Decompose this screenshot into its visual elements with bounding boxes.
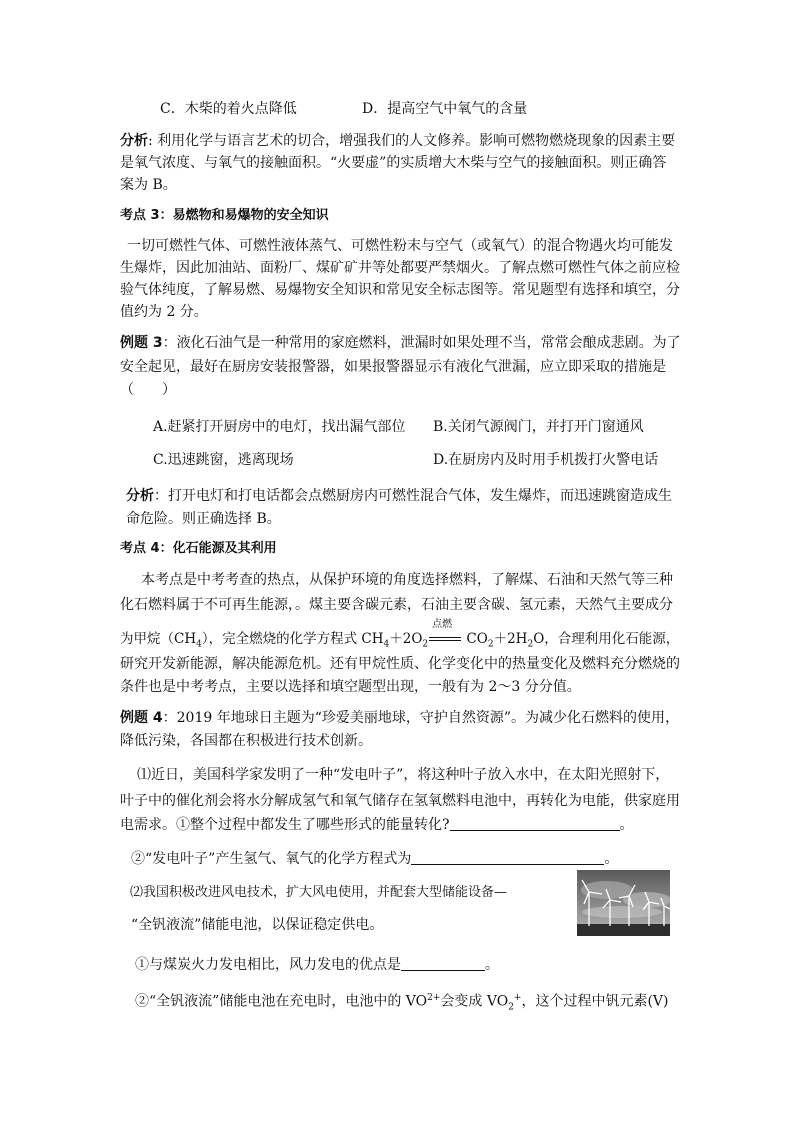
part-1-line-1: ⑴近日，美国科学家发明了一种“发电叶子”，将这种叶子放入水中，在太阳光照射下， [137, 767, 670, 783]
kaodian-4-line-2: 化石燃料属于不可再生能源，。煤主要含碳元素，石油主要含碳、氢元素，天然气主要成分 [120, 597, 673, 613]
part-2-question-1: ①与煤炭火力发电相比，风力发电的优点是 。 [135, 957, 499, 973]
kaodian-4-title: 考点 4：化石能源及其利用 [120, 541, 277, 556]
example-3-line-3: （ ） [120, 382, 176, 398]
part-1-line-3: 电需求。①整个过程中都发生了哪些形式的能量转化? 。 [120, 817, 634, 833]
example-3-option-c: C.迅速跳窗，逃离现场 [153, 452, 294, 468]
kaodian-3-line-2: 生爆炸，因此加油站、面粉厂、煤矿矿井等处都要严禁烟火。了解点燃可燃性气体之前应检 [120, 260, 680, 276]
part-1-line-2: 叶子中的催化剂会将水分解成氢气和氧气储存在氢氧燃料电池中，再转化为电能，供家庭用 [120, 793, 680, 809]
kaodian-4-line-4: 研究开发新能源，解决能源危机。还有甲烷性质、化学变化中的热量变化及燃料充分燃烧的 [120, 656, 680, 672]
example-3-option-b: B.关闭气源阀门，并打开门窗通风 [433, 419, 644, 435]
kaodian-3-line-1: 一切可燃性气体、可燃性液体蒸气、可燃性粉末与空气（或氧气）的混合物遇火均可能发 [127, 238, 673, 254]
answer-blank-energy[interactable] [450, 816, 620, 831]
example-4-line-2: 降低污染，各国都在积极进行技术创新。 [120, 733, 372, 749]
kaodian-4-line-1: 本考点是中考考查的热点，从保护环境的角度选择燃料，了解煤、石油和天然气等三种 [141, 572, 673, 588]
kaodian-4-line-3: 为甲烷$(CH_4)$，完全燃烧的化学方程式 $CH_4+2O_2$ 点燃 $CO_2+2H_2O$，合理利用化石能源， [120, 619, 680, 650]
analysis-label: 分析 [126, 488, 154, 504]
part-1-question-2: ②“发电叶子”产生氢气、氧气的化学方程式为 。 [131, 851, 619, 867]
analysis-2-line-1: 分析: 利用化学与语言艺术的切合，增强我们的人文修养。影响可燃物燃烧现象的因素主要 [120, 133, 676, 149]
answer-blank-advantage[interactable] [401, 956, 485, 971]
part-2-line-1: ⑵我国积极改进风电技术，扩大风电使用，并配套大型储能设备— [130, 885, 508, 900]
analysis-3-line-2: 命危险。则正确选择 B。 [126, 511, 281, 527]
option-c: C．木柴的着火点降低 [160, 101, 297, 117]
part-2-question-2: ②“全钒液流”储能电池在充电时，电池中的 $VO^{2+}$会变成 $VO_2^+$，这个过程中钒元素(V) [135, 993, 669, 1013]
analysis-label: 分析 [120, 133, 148, 149]
reaction-condition-label: 点燃 [432, 619, 453, 630]
analysis-3-line-1: 分析：打开电灯和打电话都会点燃厨房内可燃性混合气体，发生爆炸，而迅速跳窗造成生 [126, 488, 672, 504]
answer-blank-equation[interactable] [411, 850, 604, 865]
analysis-2-line-2: 是氧气浓度、与氧气的接触面积。“火要虚”的实质增大木柴与空气的接触面积。则正确答 [120, 155, 667, 171]
example-3-line-1: 例题 3：液化石油气是一种常用的家庭燃料，泄漏时如果处理不当，常常会酿成悲剧。为了 [120, 335, 681, 351]
kaodian-4-line-5: 条件也是中考考点，主要以选择和填空题型出现，一般有为 2～3 分分值。 [120, 679, 581, 695]
example-3-line-2: 安全起见，最好在厨房安装报警器，如果报警器显示有液化气泄漏，应立即采取的措施是 [120, 359, 666, 375]
example-4-line-1: 例题 4：2019 年地球日主题为“珍爱美丽地球，守护自然资源”。为减少化石燃料的使用， [120, 710, 680, 726]
example-3-option-a: A.赶紧打开厨房中的电灯，找出漏气部位 [153, 419, 406, 435]
wind-turbine-photo [577, 870, 670, 936]
kaodian-3-line-3: 验气体纯度，了解易燃、易爆物安全知识和常见安全标志图等。常见题型有选择和填空，分 [120, 282, 680, 298]
kaodian-3-line-4: 值约为 2 分。 [120, 304, 208, 320]
option-d: D．提高空气中氧气的含量 [362, 101, 528, 117]
example-label: 例题 3 [120, 335, 163, 351]
part-2-line-2: “全钒液流”储能电池，以保证稳定供电。 [131, 917, 384, 933]
kaodian-3-title: 考点 3：易燃物和易爆物的安全知识 [120, 208, 329, 223]
example-label: 例题 4 [120, 710, 163, 726]
analysis-2-line-3: 案为 B。 [120, 177, 177, 193]
example-3-option-d: D.在厨房内及时用手机拨打火警电话 [433, 452, 659, 468]
reaction-condition-arrow [428, 619, 462, 649]
